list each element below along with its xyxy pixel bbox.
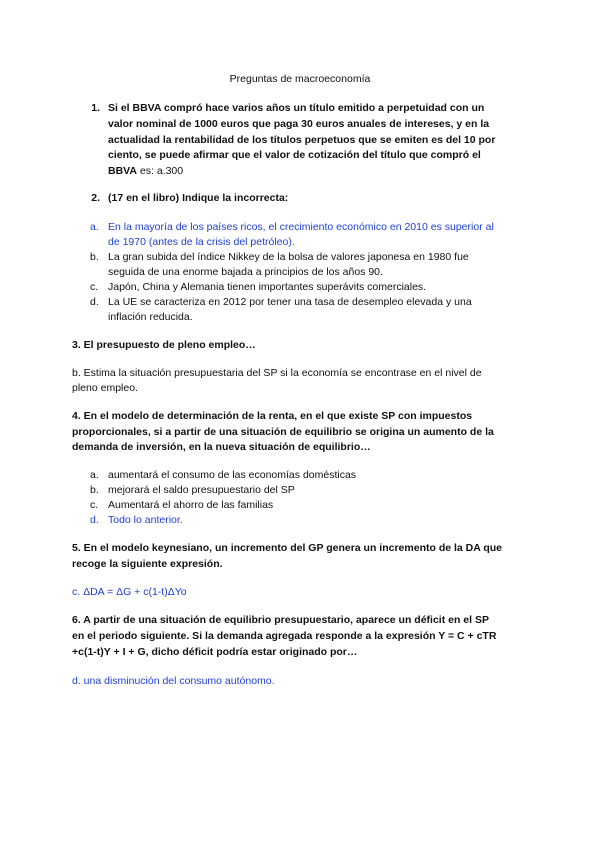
page-title: Preguntas de macroeconomía	[229, 73, 371, 85]
q3-answer-line: pleno empleo.	[72, 382, 138, 394]
q5-question-line: 5. En el modelo keynesiano, un incremento del GP genera un incremento de la DA que	[72, 542, 503, 554]
q1-line: valor nominal de 1000 euros que paga 30 euros anuales de intereses, y en la	[108, 118, 490, 130]
q3-answer-line: b. Estima la situación presupuestaria del SP si la economía se encontrase en el nivel de	[72, 367, 482, 379]
q4-option-letter: c.	[90, 499, 99, 511]
q4-option-letter: d.	[90, 514, 99, 526]
q2-option-b-line: seguida de una enorme bajada a principios de los años 90.	[108, 266, 383, 278]
q4-option-d: Todo lo anterior.	[108, 514, 183, 526]
q5-answer: c. ΔDA = ΔG + c(1-t)ΔYo	[72, 586, 187, 598]
q1-line: Si el BBVA compró hace varios años un título emitido a perpetuidad con un	[108, 102, 485, 114]
q4-option-letter: b.	[90, 484, 99, 496]
q1-bbva: BBVA	[108, 165, 137, 177]
q6-answer: d. una disminución del consumo autónomo.	[72, 675, 275, 687]
q2-option-b-line: La gran subida del índice Nikkey de la bolsa de valores japonesa en 1980 fue	[108, 251, 469, 263]
q2-option-letter: d.	[90, 296, 99, 308]
q6-question-line: +c(1-t)Y + I + G, dicho déficit podría estar originado por…	[72, 646, 358, 658]
q2-option-letter: b.	[90, 251, 99, 263]
q2-option-d-line: La UE se caracteriza en 2012 por tener una tasa de desempleo elevada y una	[108, 296, 472, 308]
q4-option-a: aumentará el consumo de las economías domésticas	[108, 469, 357, 481]
q4-question-line: 4. En el modelo de determinación de la renta, en el que existe SP con impuestos	[72, 410, 473, 422]
q4-option-b: mejorará el saldo presupuestario del SP	[108, 484, 295, 496]
q6-question-line: 6. A partir de una situación de equilibrio presupuestario, aparece un déficit en el SP	[72, 614, 489, 626]
q4-question-line: demanda de inversión, en la nueva situación de equilibrio…	[72, 441, 371, 453]
q2-option-c-line: Japón, China y Alemania tienen importantes superávits comerciales.	[108, 281, 427, 293]
q2-option-a-line: de 1970 (antes de la crisis del petróleo).	[108, 236, 295, 248]
q2-option-letter: c.	[90, 281, 99, 293]
q2-number: 2.	[91, 192, 100, 204]
q1-answer: es: a.300	[136, 165, 184, 177]
q1-number: 1.	[91, 102, 100, 114]
q6-question-line: en el periodo siguiente. Si la demanda agregada responde a la expresión Y = C + cTR	[72, 630, 497, 642]
q2-question: (17 en el libro) Indique la incorrecta:	[108, 192, 289, 204]
q4-question-line: proporcionales, si a partir de una situación de equilibrio se origina un aumento de la	[72, 426, 494, 438]
q2-option-letter: a.	[90, 221, 99, 233]
q1-line: actualidad la rentabilidad de los títulos perpetuos que se emiten es del 10 por	[108, 134, 496, 146]
q4-option-letter: a.	[90, 469, 99, 481]
q1-last-line	[108, 163, 183, 179]
q2-option-d-line: inflación reducida.	[108, 311, 193, 323]
q4-option-c: Aumentará el ahorro de las familias	[108, 499, 274, 511]
q3-question: 3. El presupuesto de pleno empleo…	[72, 339, 256, 351]
q1-line: ciento, se puede afirmar que el valor de cotización del título que compró el	[108, 149, 481, 161]
q5-question-line: recoge la siguiente expresión.	[72, 558, 223, 570]
q2-option-a-line: En la mayoría de los países ricos, el crecimiento económico en 2010 es superior al	[108, 221, 494, 233]
